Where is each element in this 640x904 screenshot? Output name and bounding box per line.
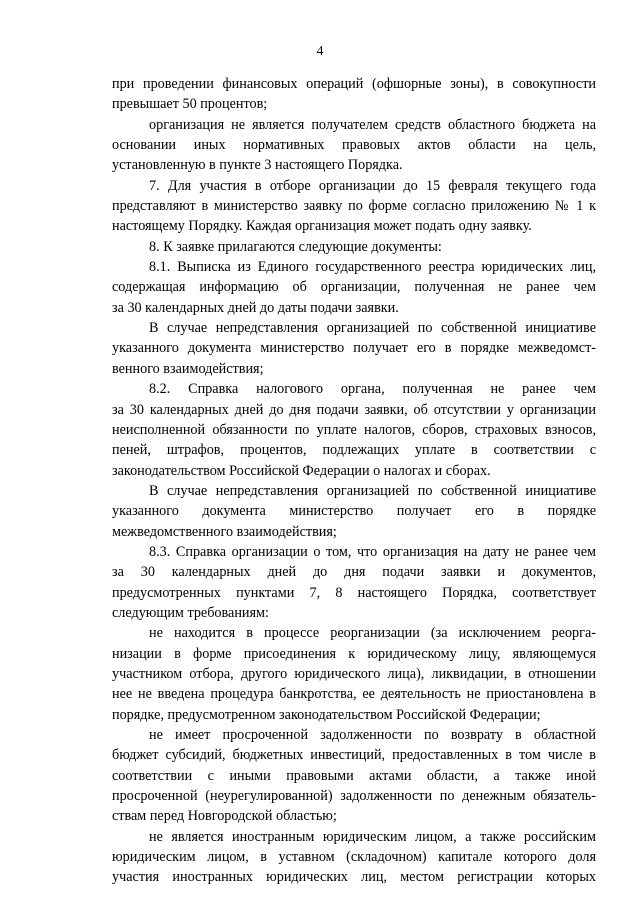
text-line: В случае непредставления организацией по собственной инициативе bbox=[149, 482, 596, 499]
text-line: установленную в пункте 3 настоящего Порядка. bbox=[112, 157, 403, 174]
text-line: превышает 50 процентов; bbox=[112, 96, 268, 113]
text-line: законодательством Российской Федерации о налогах и сборах. bbox=[112, 462, 491, 479]
text-line: юридическим лицом, в уставном (складочном) капитале которого доля bbox=[112, 849, 596, 866]
text-line: указанного документа министерство получает его в порядке bbox=[112, 503, 596, 520]
text-line: участником отбора, другого юридического лица), ликвидации, в отношении bbox=[112, 665, 596, 682]
text-line: нее не введена процедура банкротства, ее деятельность не приостановлена в bbox=[112, 686, 596, 703]
text-line: 7. Для участия в отборе организации до 15 февраля текущего года bbox=[149, 177, 596, 194]
text-line: содержащая информацию об организации, полученная не ранее чем bbox=[112, 279, 596, 296]
text-line: следующим требованиям: bbox=[112, 604, 269, 621]
text-line: не находится в процессе реорганизации (за исключением реорга- bbox=[149, 625, 596, 642]
text-line: пеней, штрафов, процентов, подлежащих уплате в соответствии с bbox=[112, 442, 596, 459]
text-line: низации в форме присоединения к юридическому лицу, являющемуся bbox=[112, 645, 596, 662]
text-line: указанного документа министерство получает его в порядке межведомст- bbox=[112, 340, 596, 357]
text-line: В случае непредставления организацией по собственной инициативе bbox=[149, 320, 596, 337]
text-line: представляют в министерство заявку по форме согласно приложению № 1 к bbox=[112, 198, 596, 215]
text-line: за 30 календарных дней до даты подачи заявки. bbox=[112, 299, 399, 316]
text-line: за 30 календарных дней до дня подачи заявки, об отсутствии у организации bbox=[112, 401, 596, 418]
text-line: просроченной (неурегулированной) задолженности по денежным обязатель- bbox=[112, 788, 596, 805]
text-line: организация не является получателем средств областного бюджета на bbox=[149, 116, 596, 133]
text-line: 8.1. Выписка из Единого государственного реестра юридических лиц, bbox=[149, 259, 596, 276]
text-line: участия иностранных юридических лиц, местом регистрации которых bbox=[112, 869, 596, 886]
text-line: порядке, предусмотренном законодательством Российской Федерации; bbox=[112, 706, 541, 723]
text-line: настоящему Порядку. Каждая организация может подать одну заявку. bbox=[112, 218, 532, 235]
text-line: не имеет просроченной задолженности по возврату в областной bbox=[149, 727, 596, 743]
page-number: 4 bbox=[316, 44, 324, 59]
text-line: межведомственного взаимодействия; bbox=[112, 523, 337, 540]
text-line: основании иных нормативных правовых актов области на цель, bbox=[112, 137, 596, 154]
text-line: бюджет субсидий, бюджетных инвестиций, предоставленных в том числе в bbox=[112, 747, 596, 764]
text-line: 8.3. Справка организации о том, что организация на дату не ранее чем bbox=[149, 543, 596, 560]
text-line: 8.2. Справка налогового органа, полученная не ранее чем bbox=[149, 381, 596, 398]
text-line: 8. К заявке прилагаются следующие документы: bbox=[149, 238, 442, 255]
text-line: при проведении финансовых операций (офшорные зоны), в совокупности bbox=[112, 76, 596, 92]
text-line: венного взаимодействия; bbox=[112, 360, 264, 377]
text-line: предусмотренных пунктами 7, 8 настоящего Порядка, соответствует bbox=[112, 584, 596, 601]
text-line: ствам перед Новгородской областью; bbox=[112, 808, 337, 825]
text-line: не является иностранным юридическим лицом, а также российским bbox=[149, 828, 596, 845]
text-line: за 30 календарных дней до дня подачи заявки и документов, bbox=[112, 564, 596, 581]
text-line: соответствии с иными правовыми актами области, а также иной bbox=[112, 767, 596, 784]
text-line: неисполненной обязанности по уплате налогов, сборов, страховых взносов, bbox=[112, 421, 596, 438]
body-text bbox=[112, 74, 596, 888]
